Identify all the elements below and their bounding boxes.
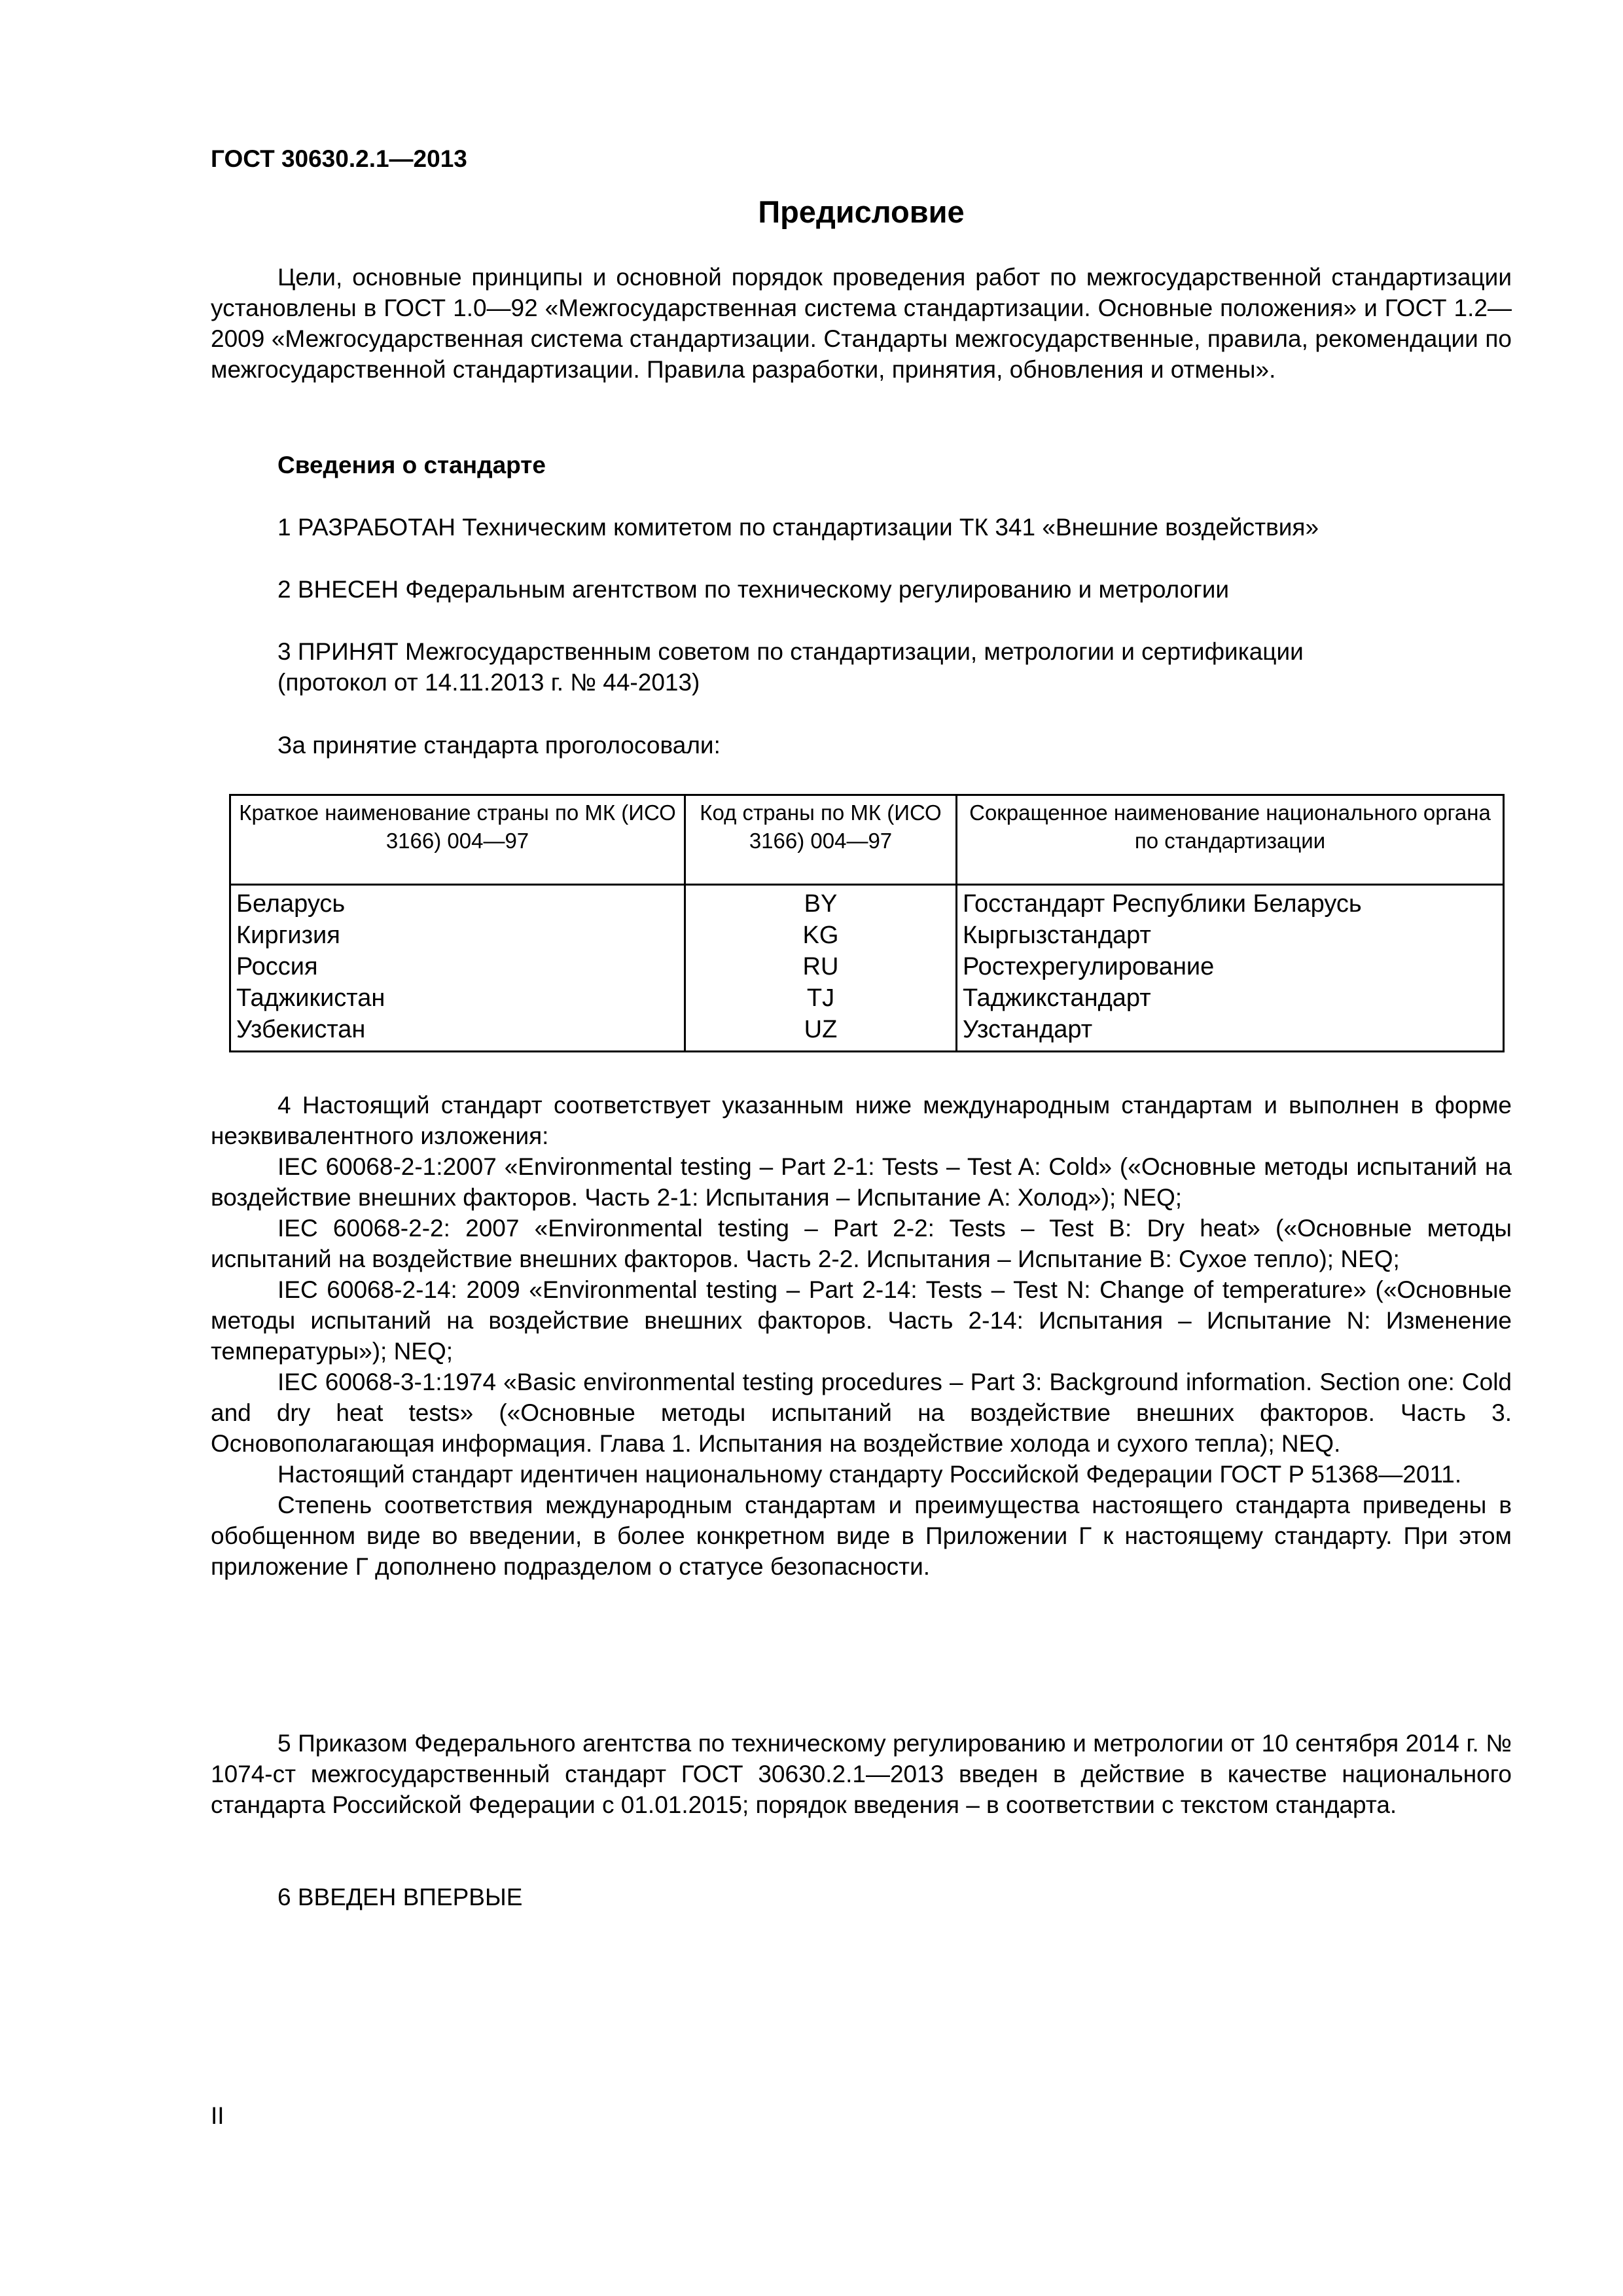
country-cell: Киргизия [236, 922, 340, 949]
item-4-intro: 4 Настоящий стандарт соответствует указанным ниже международным стандартам и выполнен в форме неэквивалентного изложения: [211, 1092, 1512, 1149]
reference-iec-60068-2-2: IEC 60068-2-2: 2007 «Environmental testing – Part 2-2: Tests – Test B: Dry heat» («Основные методы испытаний на воздействие внешних факторов. Часть 2-2. Испытания – Испытание В: Сухое тепло); NEQ; [211, 1215, 1512, 1272]
item-6-first-introduced: 6 ВВЕДЕН ВПЕРВЫЕ [277, 1884, 523, 1910]
header-country-code: Код страны по МК (ИСО 3166) 004—97 [685, 795, 957, 885]
document-code-header: ГОСТ 30630.2.1—2013 [211, 145, 467, 172]
code-cell: KG [802, 922, 839, 949]
degree-of-correspondence-note: Степень соответствия международным стандартам и преимущества настоящего стандарта приведены в обобщенном виде во введении, в более конкретном виде в Приложении Г к настоящему стандарту. При этом приложение Г дополнено подразделом о статусе безопасности. [211, 1492, 1512, 1580]
item-3-adopted: 3 ПРИНЯТ Межгосударственным советом по стандартизации, метрологии и сертификации [277, 638, 1304, 665]
identical-standard-note: Настоящий стандарт идентичен национальному стандарту Российской Федерации ГОСТ Р 51368—2011. [277, 1461, 1462, 1488]
national-body-cell: Узстандарт [963, 1016, 1093, 1043]
country-cell: Россия [236, 953, 318, 980]
item-3-protocol: (протокол от 14.11.2013 г. № 44-2013) [277, 669, 700, 696]
national-body-cell: Таджикстандарт [963, 984, 1151, 1012]
item-5-order: 5 Приказом Федерального агентства по техническому регулированию и метрологии от 10 сентября 2014 г. № 1074-ст межгосударственный стандарт ГОСТ 30630.2.1—2013 введен в действие в качестве национального стандарта Российской Федерации с 01.01.2015; порядок введения – в соответствии с текстом стандарта. [211, 1730, 1512, 1818]
code-cell: TJ [806, 984, 835, 1012]
code-cell: RU [802, 953, 839, 980]
voting-countries-table [229, 794, 1505, 1052]
country-cell: Таджикистан [236, 984, 385, 1012]
intro-paragraph: Цели, основные принципы и основной порядок проведения работ по межгосударственной стандартизации установлены в ГОСТ 1.0—92 «Межгосударственная система стандартизации. Основные положения» и ГОСТ 1.2—2009 «Межгосударственная система стандартизации. Стандарты межгосударственные, правила, рекомендации по межгосударственной стандартизации. Правила разработки, принятия, обновления и отмены». [211, 264, 1512, 383]
item-4-block [211, 1090, 1512, 1582]
info-heading: Сведения о стандарте [277, 452, 546, 478]
item-1-developed: 1 РАЗРАБОТАН Техническим комитетом по стандартизации ТК 341 «Внешние воздействия» [277, 514, 1319, 541]
code-cell: BY [804, 890, 838, 918]
national-body-cell: Госстандарт Республики Беларусь [963, 890, 1362, 918]
country-column [230, 885, 685, 1052]
country-cell: Беларусь [236, 890, 346, 918]
reference-iec-60068-2-1: IEC 60068-2-1:2007 «Environmental testing – Part 2-1: Tests – Test A: Cold» («Основные методы испытаний на воздействие внешних факторов. Часть 2-1: Испытания – Испытание А: Холод»); NEQ; [211, 1153, 1512, 1211]
national-body-column [957, 885, 1504, 1052]
national-body-cell: Кыргызстандарт [963, 922, 1151, 949]
country-cell: Узбекистан [236, 1016, 366, 1043]
table-header-row [230, 795, 1504, 885]
page-number: II [211, 2102, 224, 2129]
header-national-body: Сокращенное наименование национального органа по стандартизации [957, 795, 1504, 885]
table-body-row [230, 885, 1504, 1052]
code-cell: UZ [804, 1016, 838, 1043]
header-country-name: Краткое наименование страны по МК (ИСО 3166) 004—97 [230, 795, 685, 885]
vote-intro: За принятие стандарта проголосовали: [277, 732, 721, 759]
reference-iec-60068-2-14: IEC 60068-2-14: 2009 «Environmental testing – Part 2-14: Tests – Test N: Change of temperature» («Основные методы испытаний на воздействие внешних факторов. Часть 2-14: Испытания – Испытание N: Изменение температуры»); NEQ; [211, 1276, 1512, 1365]
code-column [685, 885, 957, 1052]
national-body-cell: Ростехрегулирование [963, 953, 1215, 980]
page-title: Предисловие [758, 194, 965, 229]
reference-iec-60068-3-1: IEC 60068-3-1:1974 «Basic environmental testing procedures – Part 3: Background information. Section one: Cold and dry heat tests» («Основные методы испытаний на воздействие внешних факторов. Часть 3. Основополагающая информация. Глава 1. Испытания на воздействие холода и сухого тепла); NEQ. [211, 1369, 1512, 1457]
item-2-introduced: 2 ВНЕСЕН Федеральным агентством по техническому регулированию и метрологии [277, 576, 1230, 603]
